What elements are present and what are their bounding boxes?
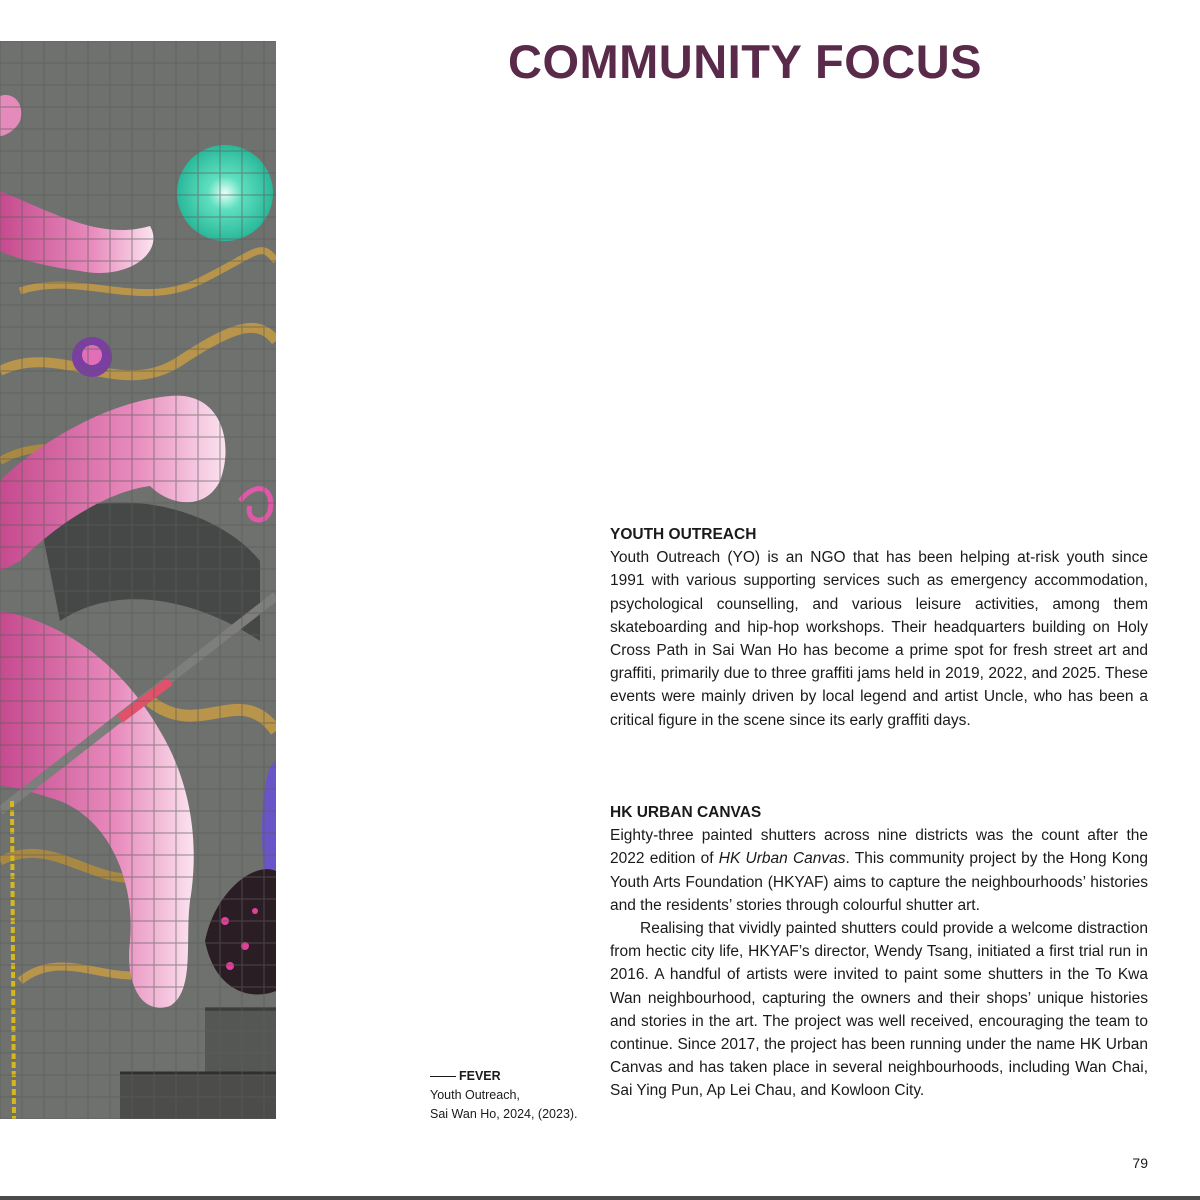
youth-outreach-paragraph: Youth Outreach (YO) is an NGO that has been helping at-risk youth since 1991 with various supporting services such as emergency accommodation, psychological counselling, and various leisure activities, among them skateboarding and hip-hop workshops. Their headquarters building on Holy Cross Path in Sai Wan Ho has become a prime spot for fresh street art and graffiti, primarily due to three graffiti jams held in 2019, 2022, and 2025. These events were mainly driven by local legend and artist Uncle, who has been a critical figure in the scene since its early graffiti days. (610, 549, 1148, 729)
caption-rule (430, 1076, 456, 1077)
graffiti-photo (0, 41, 276, 1119)
hk-urban-canvas-paragraph-1 (610, 824, 1148, 917)
page-number: 79 (1132, 1155, 1148, 1171)
youth-outreach-section (610, 523, 1148, 732)
hk-urban-canvas-heading: HK URBAN CANVAS (610, 804, 762, 821)
p1-text-after: . This community project by the Hong Kong Youth Arts Foundation (HKYAF) aims to capture the neighbourhoods’ histories and the residents’ stories through colourful shutter art. (610, 850, 1148, 914)
bottom-edge-bar (0, 1196, 1200, 1200)
caption-title-line (430, 1067, 600, 1086)
project-name-italic: HK Urban Canvas (718, 850, 846, 868)
hk-urban-canvas-section (610, 801, 1148, 1103)
page-title: COMMUNITY FOCUS (508, 35, 983, 88)
hk-urban-canvas-paragraph-2: Realising that vividly painted shutters could provide a welcome distraction from hectic city life, HKYAF’s director, Wendy Tsang, initiated a first trial run in 2016. A handful of artists were invited to paint some shutters in the To Kwa Wan neighbourhood, capturing the owners and their shops’ unique histories and stories in the art. The project was well received, encouraging the team to continue. Since 2017, the project has been running under the name HK Urban Canvas and has taken place in several neighbourhoods, including Wan Chai, Sai Ying Pun, Ap Lei Chau, and Kowloon City. (610, 920, 1148, 1100)
youth-outreach-heading: YOUTH OUTREACH (610, 526, 757, 543)
p1-text-before: Eighty-three painted shutters across nine districts was the count after the 2022 edition of (610, 827, 1148, 868)
caption-line-2: Sai Wan Ho, 2024, (2023). (430, 1107, 578, 1121)
caption-title: FEVER (459, 1069, 501, 1083)
photo-caption (430, 1067, 600, 1124)
caption-line-1: Youth Outreach, (430, 1088, 520, 1102)
